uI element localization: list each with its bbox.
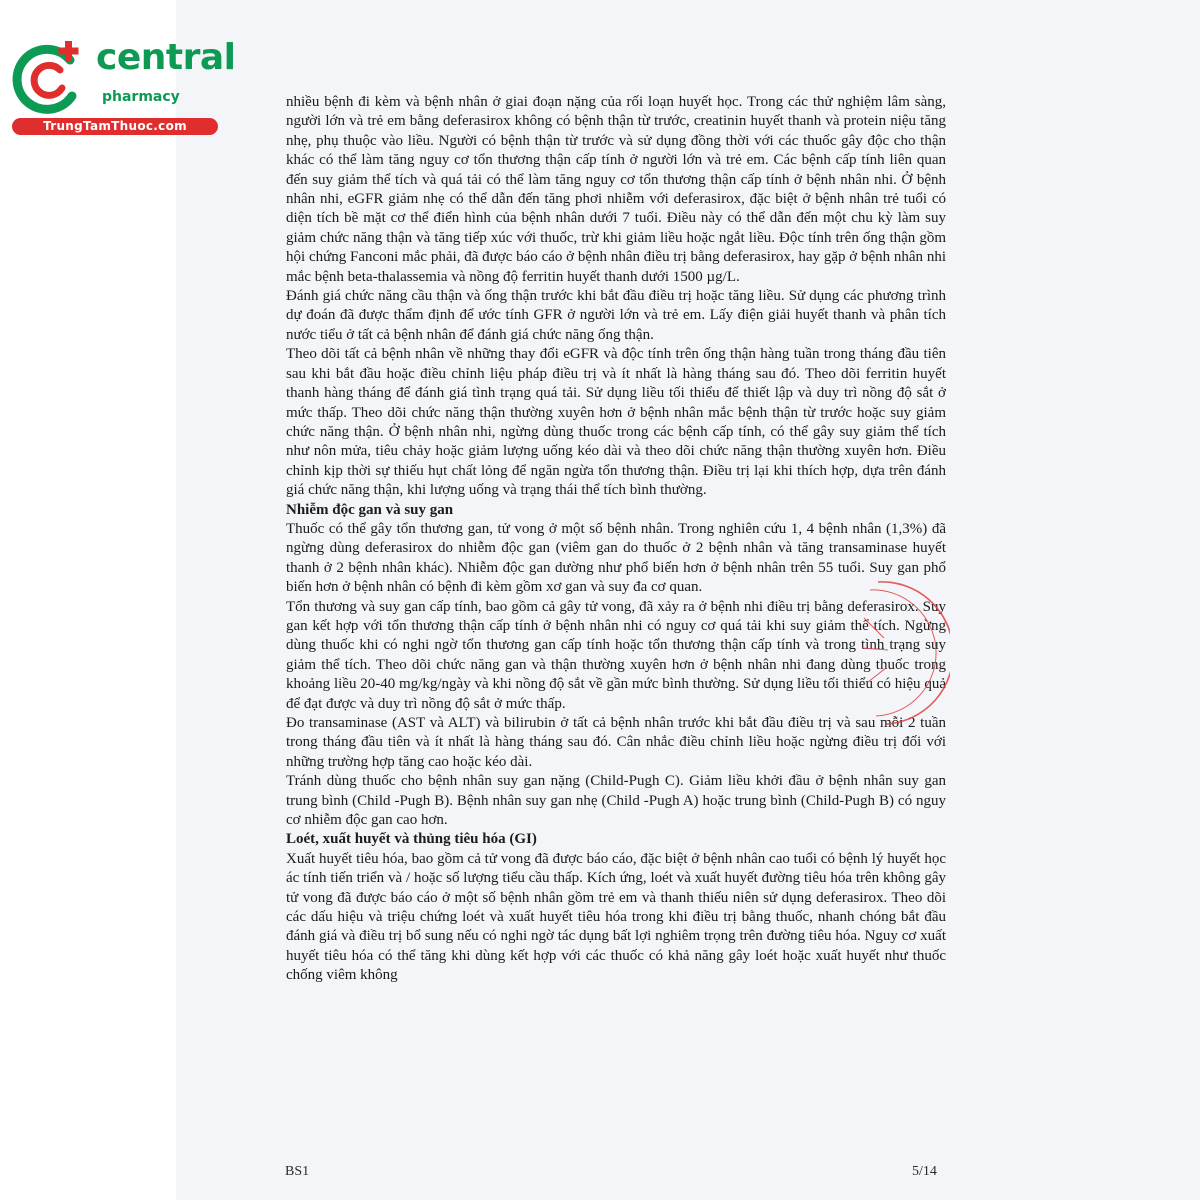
paragraph: Đo transaminase (AST và ALT) và bilirubin ở tất cả bệnh nhân trước khi bắt đầu điều trị và sau mỗi 2 tuần trong tháng đầu tiên và ít nhất là hàng tháng sau đó. Cân nhắc điều chỉnh liều hoặc ngừng điều trị đối với những trường hợp tăng cao hoặc kéo dài.	[286, 715, 946, 770]
section-heading-hepatotoxicity: Nhiễm độc gan và suy gan	[286, 501, 454, 518]
logo-subtitle: pharmacy	[102, 89, 180, 105]
pharmacy-logo-icon	[8, 38, 88, 118]
central-pharmacy-logo[interactable]	[8, 37, 236, 138]
paragraph: Đánh giá chức năng cầu thận và ống thận trước khi bắt đầu điều trị hoặc tăng liều. Sử dụng các phương trình dự đoán đã được thẩm định để ước tính GFR ở người lớn và trẻ em. Lấy điện giải huyết thanh và phân tích nước tiểu ở tất cả bệnh nhân để đánh giá chức năng ống thận.	[286, 288, 946, 343]
page-number: 5/14	[912, 1164, 937, 1179]
paragraph: Tổn thương và suy gan cấp tính, bao gồm cả gây tử vong, đã xảy ra ở bệnh nhi điều trị bằng deferasirox. Suy gan kết hợp với tổn thương thận cấp tính ở bệnh nhân nhi có nguy cơ quá tải khi suy giảm thể tích. Ngừng dùng thuốc khi có nghi ngờ tổn thương gan cấp tính hoặc tổn thương thận cấp tính và trong tình trạng suy giảm thể tích. Theo dõi chức năng gan và thận thường xuyên hơn ở bệnh nhân nhi đang dùng thuốc trong khoảng liều 20-40 mg/kg/ngày và khi nồng độ sắt về gần mức bình thường. Sử dụng liều tối thiểu có hiệu quả để đạt được và duy trì nồng độ sắt ở mức thấp.	[286, 598, 946, 712]
document-code: BS1	[285, 1164, 310, 1179]
paragraph: nhiều bệnh đi kèm và bệnh nhân ở giai đoạn nặng của rối loạn huyết học. Trong các thử nghiệm lâm sàng, người lớn và trẻ em bằng deferasirox không có bệnh thận từ trước, creatinin huyết thanh và protein niệu tăng nhẹ, phụ thuộc vào liều. Người có bệnh thận từ trước và sử dụng đồng thời với các thuốc gây độc cho thận khác có thể làm tăng nguy cơ tổn thương thận cấp tính ở người lớn và trẻ em. Các bệnh cấp tính liên quan đến suy giảm thể tích và quá tải có thể làm tăng nguy cơ tổn thương thận cấp tính ở bệnh nhân nhi. Ở bệnh nhân nhi, eGFR giảm nhẹ có thể dẫn đến tăng phơi nhiễm với deferasirox, đặc biệt ở bệnh nhân trẻ tuổi có diện tích bề mặt cơ thể điển hình của bệnh nhân dưới 7 tuổi. Điều này có thể dẫn đến một chu kỳ làm suy giảm chức năng thận và tăng tiếp xúc với thuốc, trừ khi giảm liều hoặc ngắt liều. Độc tính trên ống thận gồm hội chứng Fanconi mắc phải, đã được báo cáo ở bệnh nhân điều trị bằng deferasirox, hay gặp ở bệnh nhân nhi mắc bệnh beta-thalassemia và nồng độ ferritin huyết thanh dưới 1500 µg/L.	[286, 94, 946, 285]
paragraph: Thuốc có thể gây tổn thương gan, tử vong ở một số bệnh nhân. Trong nghiên cứu 1, 4 bệnh nhân (1,3%) đã ngừng dùng deferasirox do nhiễm độc gan (viêm gan do thuốc ở 2 bệnh nhân và tăng transaminase huyết thanh ở 2 bệnh nhân khác). Nhiễm độc gan dường như phổ biến hơn ở bệnh nhân trên 55 tuổi. Suy gan phổ biến hơn ở bệnh nhân có bệnh đi kèm gồm xơ gan và suy đa cơ quan.	[286, 520, 946, 596]
paragraph: Tránh dùng thuốc cho bệnh nhân suy gan nặng (Child-Pugh C). Giảm liều khởi đầu ở bệnh nhân suy gan trung bình (Child -Pugh B). Bệnh nhân suy gan nhẹ (Child -Pugh A) hoặc trung bình (Child-Pugh B) có nguy cơ nhiễm độc gan cao hơn.	[286, 773, 946, 829]
paragraph: Theo dõi tất cả bệnh nhân về những thay đổi eGFR và độc tính trên ống thận hàng tuần trong tháng đầu tiên sau khi bắt đầu hoặc điều chỉnh liệu pháp điều trị và ít nhất là hàng tháng sau đó. Theo dõi ferritin huyết thanh hàng tháng để đánh giá tình trạng quá tải. Sử dụng liều tối thiểu để thiết lập và duy trì nồng độ sắt ở mức thấp. Theo dõi chức năng thận thường xuyên hơn ở bệnh nhân mắc bệnh thận từ trước hoặc suy giảm chức năng thận. Ở bệnh nhân nhi, ngừng dùng thuốc trong các bệnh cấp tính, có thể gây suy giảm thể tích như nôn mửa, tiêu chảy hoặc giảm lượng uống kéo dài và theo dõi chức năng thận thường xuyên hơn. Điều chỉnh kịp thời sự thiếu hụt chất lỏng để ngăn ngừa tổn thương thận. Điều trị lại khi thích hợp, dựa trên đánh giá chức năng thận, khi lượng uống và trạng thái thể tích bình thường.	[286, 346, 946, 499]
section-heading-gi-bleeding: Loét, xuất huyết và thủng tiêu hóa (GI)	[286, 831, 537, 848]
logo-website-link[interactable]: TrungTamThuoc.com	[12, 118, 218, 135]
logo-brand-name: central	[96, 37, 236, 78]
paragraph: Xuất huyết tiêu hóa, bao gồm cả tử vong đã được báo cáo, đặc biệt ở bệnh nhân cao tuổi có bệnh lý huyết học ác tính tiến triển và / hoặc số lượng tiểu cầu thấp. Kích ứng, loét và xuất huyết đường tiêu hóa trên không gây tử vong đã được báo cáo ở một số bệnh nhân gồm trẻ em và thanh thiếu niên sử dụng deferasirox. Theo dõi các dấu hiệu và triệu chứng loét và xuất huyết tiêu hóa trong khi điều trị bằng thuốc, nhanh chóng bắt đầu đánh giá và điều trị bổ sung nếu có nghi ngờ tác dụng bất lợi nghiêm trọng trên đường tiêu hóa. Nguy cơ xuất huyết tiêu hóa có thể tăng khi dùng kết hợp với các thuốc có khả năng gây loét hoặc xuất huyết như thuốc chống viêm không	[286, 850, 946, 984]
document-body	[286, 93, 946, 986]
